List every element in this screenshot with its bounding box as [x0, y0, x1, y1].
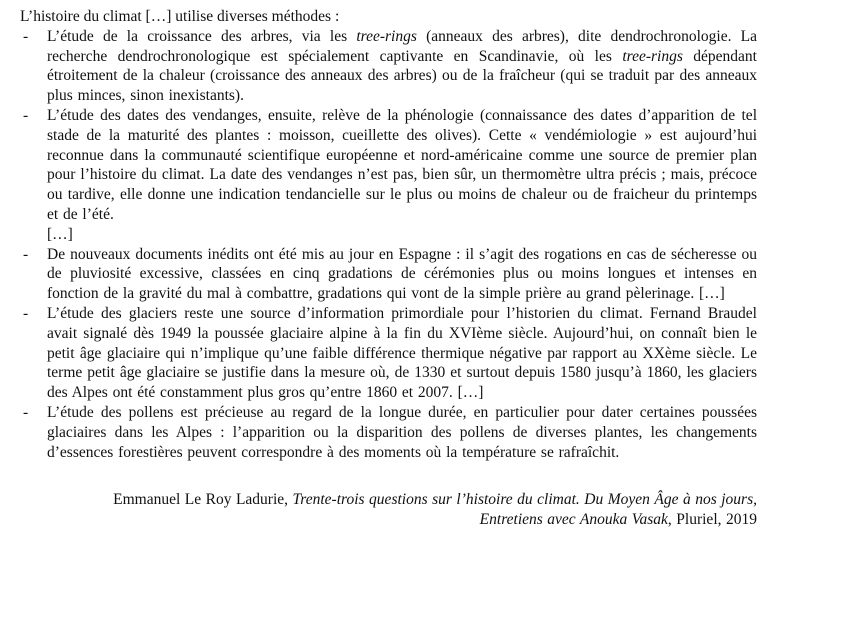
bullet-item	[20, 27, 757, 106]
bullet-list	[20, 27, 757, 463]
bullet-marker: -	[23, 304, 29, 322]
text-segment: dépendant étroitement de la chaleur (croissance des anneaux des arbres) ou de la fraîcheur (qui se traduit par des anneaux plus minces, sinon inexistants).	[47, 47, 757, 105]
bullet-marker: -	[23, 403, 29, 421]
italic-text-segment: Trente-trois questions sur l’histoire du climat. Du Moyen Âge à nos jours, Entretiens avec Anouka Vasak	[292, 491, 757, 529]
bullet-marker: -	[23, 27, 29, 45]
bullet-text	[47, 28, 757, 104]
text-segment: , Pluriel, 2019	[667, 511, 757, 529]
bullet-item	[20, 304, 757, 403]
italic-text-segment: tree-rings	[356, 27, 417, 45]
bullet-item	[20, 245, 757, 304]
intro-line: L’histoire du climat […] utilise diverses méthodes :	[20, 8, 340, 25]
text-segment: L’étude des pollens est précieuse au regard de la longue durée, en particulier pour dater certaines poussées glaciaires dans les Alpes : l’apparition ou la disparition des pollens de diverses plantes, les changements d’essences forestières peuvent correspondre à des moments où la température se rafraîchit.	[47, 403, 757, 461]
bullet-marker: -	[23, 245, 29, 263]
text-segment: (anneaux des arbres), dite dendrochronologie. La recherche dendrochronologique est spécialement captivante en Scandinavie, où les	[47, 27, 757, 65]
bullet-text	[47, 107, 757, 245]
bullet-text	[47, 404, 757, 461]
text-segment: L’étude des glaciers reste une source d’information primordiale pour l’historien du climat. Fernand Braudel avait signalé dès 1949 la poussée glaciaire alpine à la fin du XVIème siècle. Aujourd’hui, on connaît bien le petit âge glaciaire qui n’implique qu’une faible différence thermique négative par rapport au XXème siècle. Le terme petit âge glaciaire se justifie dans la mesure où, de 1330 et surtout depuis 1580 jusqu’à 1860, les glaciers des Alpes ont été constamment plus gros qu’entre 1860 et 2007. […]	[47, 304, 757, 402]
bullet-text	[47, 246, 757, 303]
text-segment: De nouveaux documents inédits ont été mis au jour en Espagne : il s’agit des rogations en cas de sécheresse ou de pluviosité excessive, classées en cinq gradations de cérémonies plus ou moins longues et intenses en fonction de la gravité du mal à combattre, gradations qui vont de la simple prière au grand pèlerinage. […]	[47, 245, 757, 303]
text-segment: L’étude des dates des vendanges, ensuite, relève de la phénologie (connaissance des dates d’apparition de tel stade de la maturité des plantes : moisson, cueillette des olives). Cette « vendémiologie » est aujourd’hui reconnue dans la communauté scientifique européenne et nord-américaine comme une source de premier plan pour l’histoire du climat. La date des vendanges n’est pas, bien sûr, un thermomètre ultra précis ; mais, précoce ou tardive, elle donne une indication tendancielle sur le plus ou moins de chaleur ou de fraicheur du printemps et de l’été.	[47, 106, 757, 223]
ellipsis-continuation: […]	[47, 225, 73, 243]
bullet-item	[20, 106, 757, 245]
text-segment: Emmanuel Le Roy Ladurie,	[113, 491, 293, 509]
text-segment: L’étude de la croissance des arbres, via les	[47, 27, 357, 45]
bullet-text	[47, 305, 757, 401]
bullet-marker: -	[23, 106, 29, 124]
italic-text-segment: tree-rings	[622, 47, 683, 65]
citation-block	[64, 490, 757, 530]
bullet-item	[20, 403, 757, 462]
